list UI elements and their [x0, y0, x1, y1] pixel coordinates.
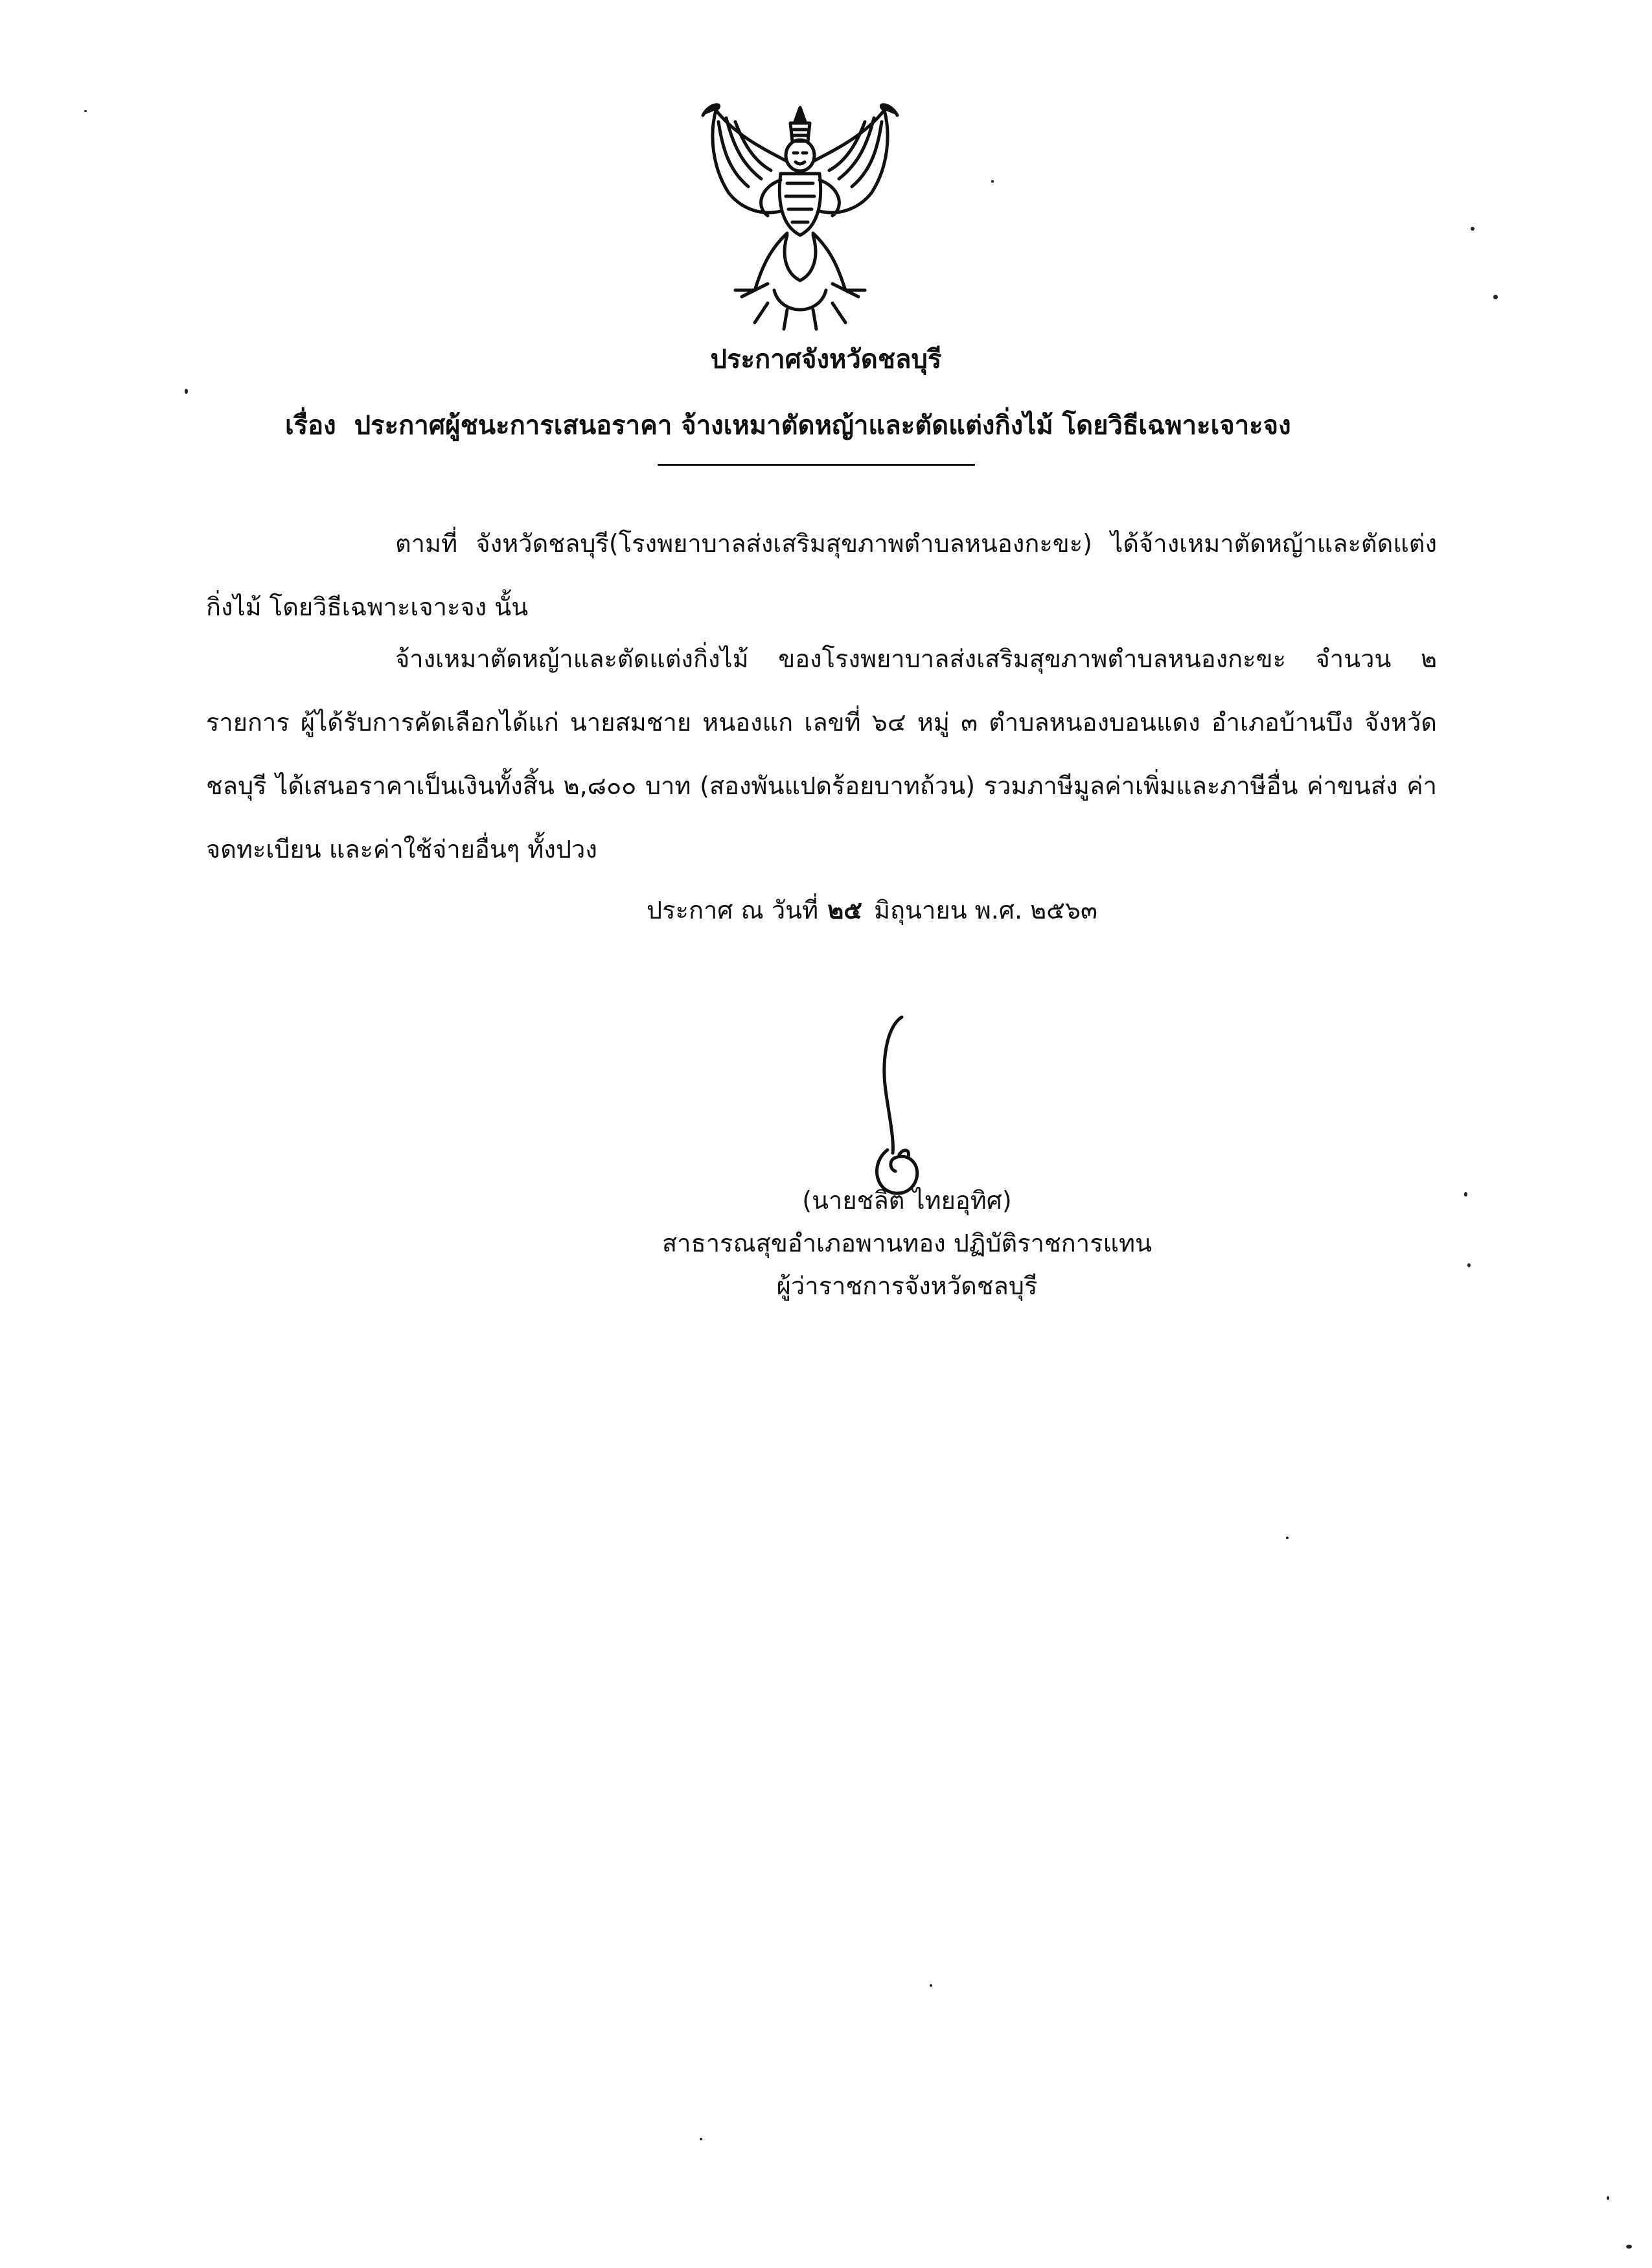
body-paragraph-1	[206, 512, 1437, 639]
date-day: ๒๕	[827, 896, 862, 924]
document-subject	[285, 406, 1451, 445]
scan-speck	[991, 180, 994, 183]
paragraph-2-text: จ้างเหมาตัดหญ้าและตัดแต่งกิ่งไม้ ของโรงพยาบาลส่งเสริมสุขภาพตำบลหนองกะขะ จำนวน ๒ รายการ ผู้ได้รับการคัดเลือกได้แก่ นายสมชาย หนองแก เลขที่ ๖๔ หมู่ ๓ ตำบลหนองบอนแดง อำเภอบ้านบึง จังหวัดชลบุรี ได้เสนอราคาเป็นเงินทั้งสิ้น ๒,๘๐๐ บาท (สองพันแปดร้อยบาทถ้วน) รวมภาษีมูลค่าเพิ่มและภาษีอื่น ค่าขนส่ง ค่าจดทะเบียน และค่าใช้จ่ายอื่นๆ ทั้งปวง	[206, 645, 1437, 864]
scan-speck	[84, 110, 87, 112]
body-paragraph-2	[206, 627, 1437, 881]
signer-position: สาธารณสุขอำเภอพานทอง ปฏิบัติราชการแทน	[661, 1229, 1153, 1257]
scan-speck	[185, 389, 188, 394]
scan-speck	[1471, 227, 1474, 231]
document-title: ประกาศจังหวัดชลบุรี	[710, 345, 942, 374]
signer-name: (นายชลิต ไทยอุทิศ)	[802, 1186, 1012, 1215]
paragraph-1-text: ตามที่ จังหวัดชลบุรี(โรงพยาบาลส่งเสริมสุขภาพตำบลหนองกะขะ) ได้จ้างเหมาตัดหญ้าและตัดแต่งกิ่งไม้ โดยวิธีเฉพาะเจาะจง นั้น	[206, 529, 1437, 621]
scan-speck	[1464, 1192, 1467, 1197]
scan-speck	[1607, 2196, 1609, 2200]
scan-speck	[1493, 295, 1498, 299]
scan-speck	[700, 2138, 702, 2140]
scan-speck	[1626, 2245, 1632, 2249]
subject-label: เรื่อง	[285, 411, 336, 441]
subject-text: ประกาศผู้ชนะการเสนอราคา จ้างเหมาตัดหญ้าและตัดแต่งกิ่งไม้ โดยวิธีเฉพาะเจาะจง	[354, 411, 1291, 441]
date-month-year: มิถุนายน พ.ศ. ๒๕๖๓	[874, 896, 1098, 924]
scan-speck	[1286, 1537, 1289, 1539]
scan-speck	[930, 1984, 932, 1987]
date-prefix: ประกาศ ณ วันที่	[647, 896, 819, 924]
scan-speck	[1467, 1263, 1471, 1267]
signature-block	[583, 1179, 1231, 1307]
signer-title: ผู้ว่าราชการจังหวัดชลบุรี	[776, 1272, 1038, 1300]
announcement-date	[647, 891, 1097, 930]
title-divider	[658, 464, 975, 466]
handwritten-signature	[849, 1011, 933, 1205]
garuda-emblem-icon	[690, 96, 910, 342]
